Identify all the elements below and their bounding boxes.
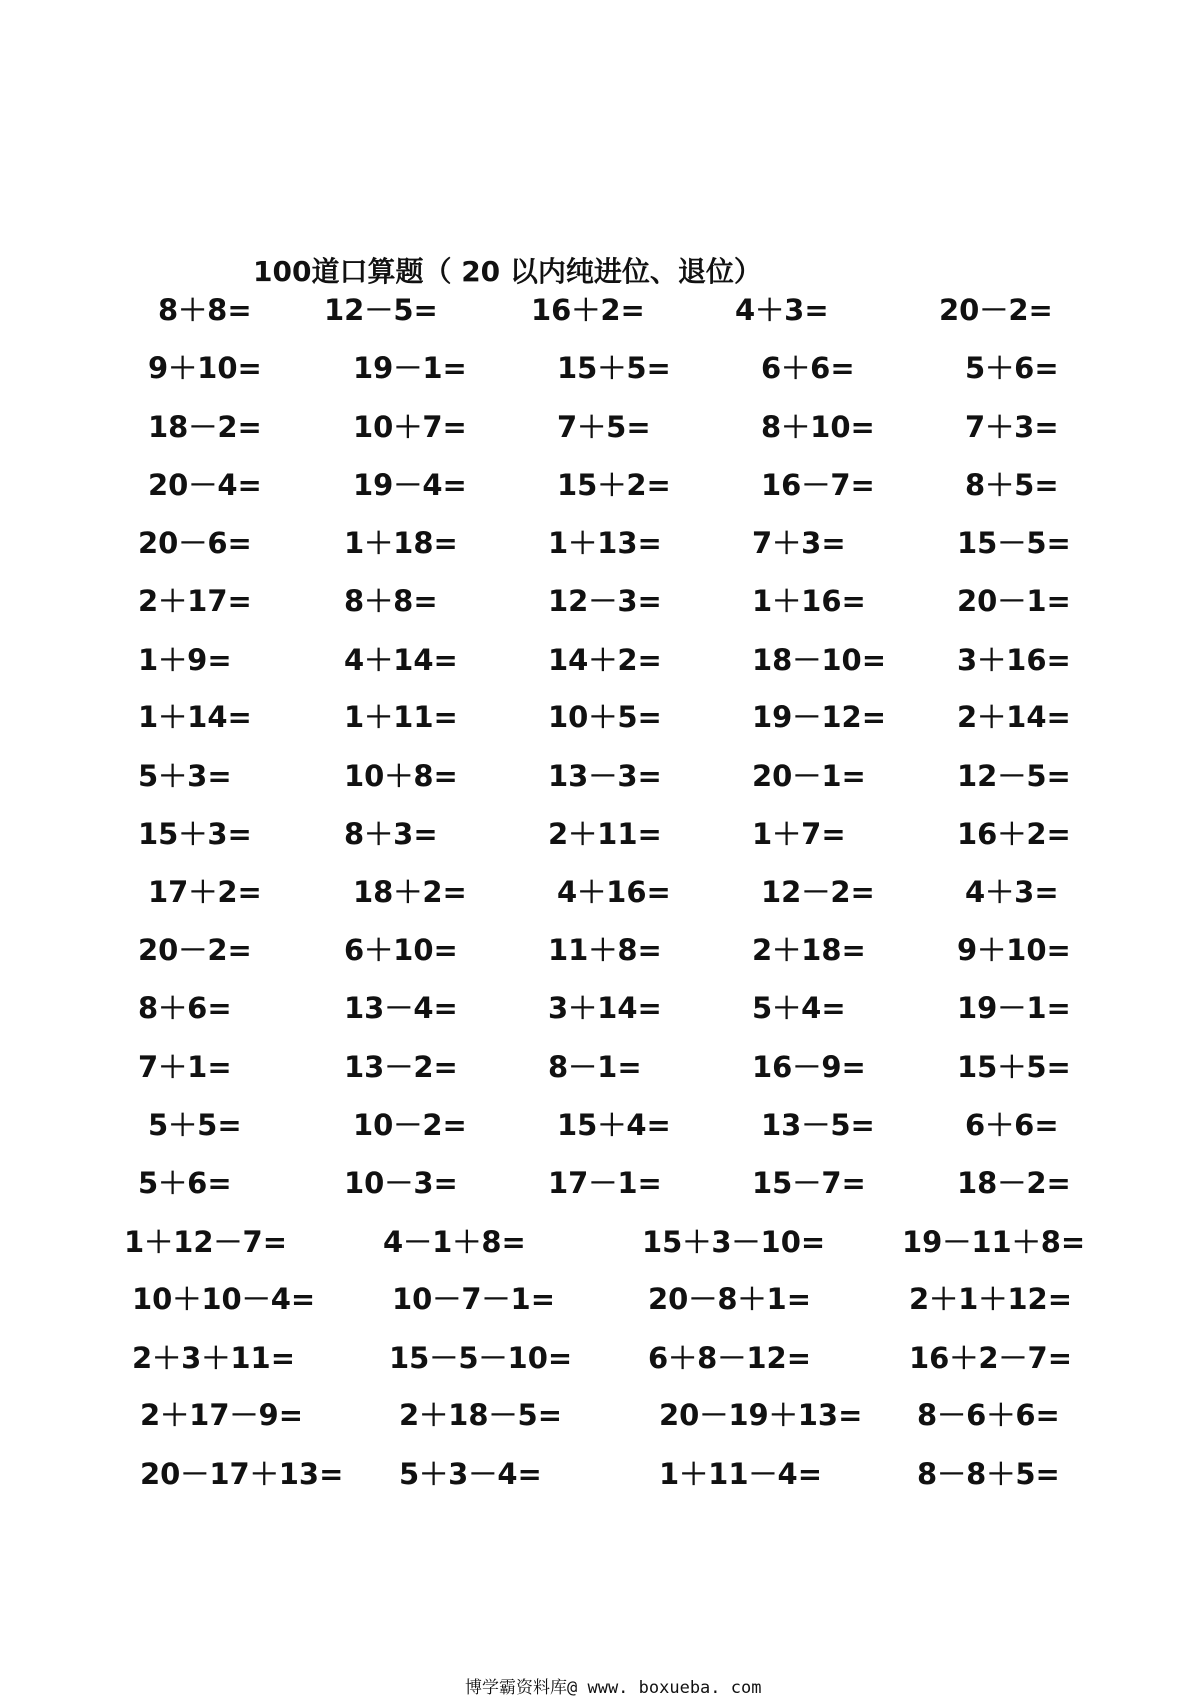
problem-item: 18－2= (148, 410, 262, 444)
problem-item: 2＋18= (752, 933, 866, 967)
problem-item: 20－2= (138, 933, 252, 967)
problem-item: 15＋4= (557, 1108, 671, 1142)
problem-item: 3＋14= (548, 991, 662, 1025)
problem-item: 8＋8= (344, 584, 438, 618)
problem-item: 6＋6= (761, 351, 855, 385)
problem-item: 4＋3= (965, 875, 1059, 909)
problem-item: 12－5= (957, 759, 1071, 793)
problem-item: 1＋11－4= (659, 1457, 823, 1491)
problem-item: 5＋3= (138, 759, 232, 793)
problem-item: 8＋3= (344, 817, 438, 851)
problem-item: 12－5= (324, 293, 438, 327)
problem-item: 15＋5= (557, 351, 671, 385)
problem-item: 10－3= (344, 1166, 458, 1200)
problem-item: 1＋14= (138, 700, 252, 734)
problem-item: 6＋8－12= (648, 1341, 812, 1375)
problem-item: 2＋17－9= (140, 1398, 304, 1432)
problem-item: 2＋18－5= (399, 1398, 563, 1432)
problem-item: 16＋2－7= (909, 1341, 1073, 1375)
problem-item: 19－4= (353, 468, 467, 502)
problem-item: 15－5= (957, 526, 1071, 560)
problem-item: 15＋2= (557, 468, 671, 502)
problem-item: 8＋6= (138, 991, 232, 1025)
problem-item: 5＋5= (148, 1108, 242, 1142)
problem-item: 5＋4= (752, 991, 846, 1025)
problem-item: 13－2= (344, 1050, 458, 1084)
problem-item: 16＋2= (957, 817, 1071, 851)
problem-item: 8＋5= (965, 468, 1059, 502)
problem-item: 7＋3= (752, 526, 846, 560)
problem-item: 7＋3= (965, 410, 1059, 444)
problem-item: 19－1= (957, 991, 1071, 1025)
problem-item: 18＋2= (353, 875, 467, 909)
problem-item: 12－2= (761, 875, 875, 909)
problem-item: 20－6= (138, 526, 252, 560)
problem-item: 2＋1＋12= (909, 1282, 1073, 1316)
problem-item: 5＋6= (138, 1166, 232, 1200)
problem-item: 13－5= (761, 1108, 875, 1142)
problem-item: 1＋12－7= (124, 1225, 288, 1259)
problem-item: 7＋5= (557, 410, 651, 444)
problem-item: 8＋8= (158, 293, 252, 327)
problem-item: 16－9= (752, 1050, 866, 1084)
problem-item: 15＋3= (138, 817, 252, 851)
problem-item: 18－2= (957, 1166, 1071, 1200)
problem-item: 17＋2= (148, 875, 262, 909)
problem-item: 6＋10= (344, 933, 458, 967)
problem-item: 10＋7= (353, 410, 467, 444)
page-title: 100道口算题（ 20 以内纯进位、退位） (253, 255, 762, 288)
problem-item: 2＋3＋11= (132, 1341, 296, 1375)
problem-item: 8－6＋6= (917, 1398, 1060, 1432)
problem-item: 4－1＋8= (383, 1225, 526, 1259)
problem-item: 1＋7= (752, 817, 846, 851)
problem-item: 14＋2= (548, 643, 662, 677)
problem-item: 1＋13= (548, 526, 662, 560)
problem-item: 10＋8= (344, 759, 458, 793)
problem-item: 11＋8= (548, 933, 662, 967)
problem-item: 7＋1= (138, 1050, 232, 1084)
problem-item: 20－4= (148, 468, 262, 502)
problem-item: 15－7= (752, 1166, 866, 1200)
problem-item: 2＋17= (138, 584, 252, 618)
problem-item: 4＋16= (557, 875, 671, 909)
problem-item: 15＋3－10= (642, 1225, 826, 1259)
problem-item: 8－1= (548, 1050, 642, 1084)
problem-item: 15＋5= (957, 1050, 1071, 1084)
problem-item: 4＋3= (735, 293, 829, 327)
problem-item: 3＋16= (957, 643, 1071, 677)
problem-item: 20－19＋13= (659, 1398, 863, 1432)
problem-item: 19－12= (752, 700, 887, 734)
problem-item: 20－17＋13= (140, 1457, 344, 1491)
problem-item: 5＋3－4= (399, 1457, 542, 1491)
problem-item: 9＋10= (957, 933, 1071, 967)
problem-item: 13－3= (548, 759, 662, 793)
problem-item: 16＋2= (531, 293, 645, 327)
problem-item: 2＋11= (548, 817, 662, 851)
problem-item: 19－1= (353, 351, 467, 385)
problem-item: 1＋18= (344, 526, 458, 560)
problem-item: 19－11＋8= (902, 1225, 1086, 1259)
problem-item: 13－4= (344, 991, 458, 1025)
problem-item: 10－2= (353, 1108, 467, 1142)
problem-item: 2＋14= (957, 700, 1071, 734)
footer-watermark: 博学霸资料库@ www. boxueba. com (465, 1678, 762, 1698)
problem-item: 1＋11= (344, 700, 458, 734)
problem-item: 8＋10= (761, 410, 875, 444)
problem-item: 10＋10－4= (132, 1282, 316, 1316)
problem-item: 18－10= (752, 643, 887, 677)
problem-item: 5＋6= (965, 351, 1059, 385)
problem-item: 10－7－1= (392, 1282, 556, 1316)
problem-item: 20－8＋1= (648, 1282, 812, 1316)
problem-item: 16－7= (761, 468, 875, 502)
problem-item: 17－1= (548, 1166, 662, 1200)
problem-item: 1＋16= (752, 584, 866, 618)
problem-item: 20－1= (957, 584, 1071, 618)
problem-item: 4＋14= (344, 643, 458, 677)
problem-item: 12－3= (548, 584, 662, 618)
problem-item: 1＋9= (138, 643, 232, 677)
problem-item: 6＋6= (965, 1108, 1059, 1142)
problem-item: 9＋10= (148, 351, 262, 385)
problem-item: 8－8＋5= (917, 1457, 1060, 1491)
problem-item: 15－5－10= (389, 1341, 573, 1375)
problem-item: 20－1= (752, 759, 866, 793)
problem-item: 20－2= (939, 293, 1053, 327)
problem-item: 10＋5= (548, 700, 662, 734)
